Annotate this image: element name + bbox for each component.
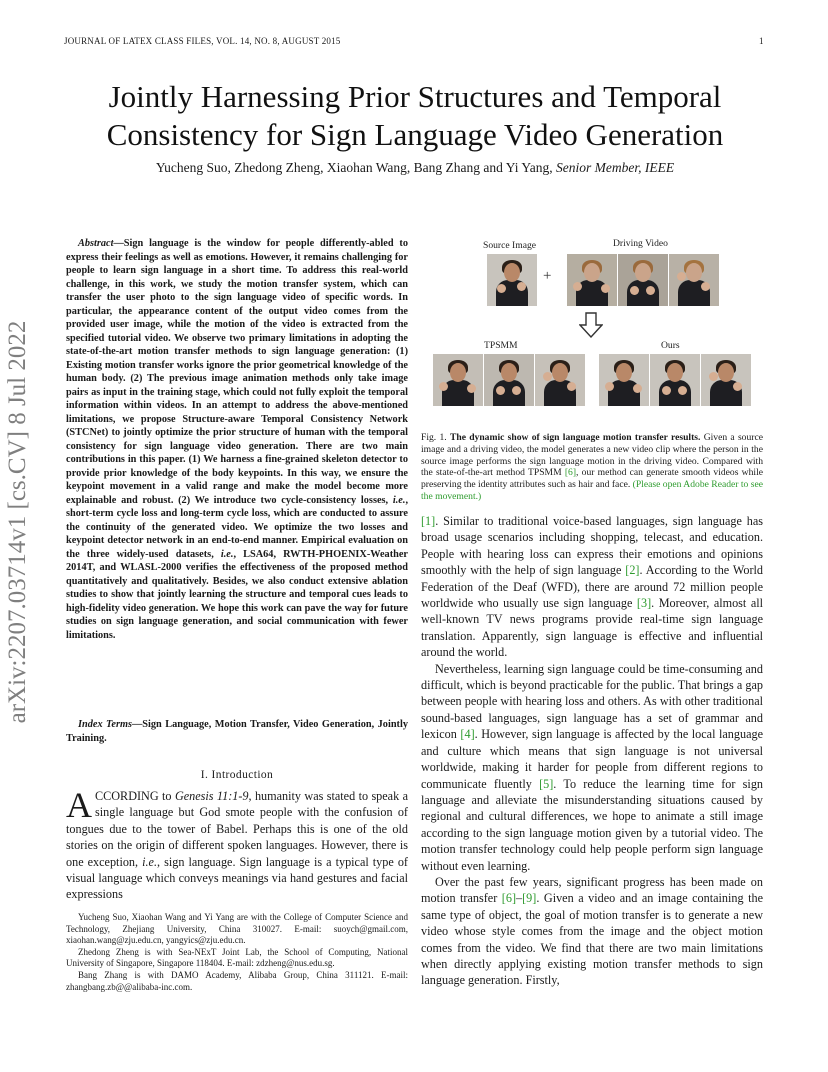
- page-number: 1: [759, 36, 764, 46]
- abstract: [66, 237, 408, 642]
- title-line-1: Jointly Harnessing Prior Structures and Temporal: [108, 79, 722, 114]
- title-line-2: Consistency for Sign Language Video Generation: [106, 117, 724, 152]
- paragraph-2: [421, 661, 763, 874]
- index-terms-text: —Sign Language, Motion Transfer, Video Generation, Jointly Training.: [66, 719, 408, 744]
- intro-text-a: CCORDING to: [95, 789, 175, 803]
- intro-text-b: , humanity was stated to speak a single language but God smote people with the confusion of tongues due to the tower of Babel. Perhaps this is one of the old stories on the origin of different spoken languages. However, there is one exception,: [66, 789, 408, 869]
- section-heading: I. Introduction: [200, 769, 274, 781]
- ours-frame-3: [701, 354, 751, 406]
- caption-text-b: , our method can generate smooth videos while preserving the identity attributes such as hair and face.: [421, 467, 763, 491]
- citation-link[interactable]: [6]: [564, 467, 577, 479]
- citation-link[interactable]: [4]: [460, 727, 475, 742]
- ours-frame-2: [650, 354, 700, 406]
- p3-text-b: . Given a video and an image containing the same type of object, the goal of motion transfer is to generate a new video whose style comes from the image and the object motion comes from the video. We find that there are two main limitations when directly applying existing motion transfer methods to sign language generation. Firstly,: [421, 891, 763, 988]
- driving-frame-1: [567, 254, 617, 306]
- footnotes: [66, 912, 408, 993]
- driving-frame-2: [618, 254, 668, 306]
- tpsmm-frame-2: [484, 354, 534, 406]
- p3-text-a: Over the past few years, significant progress has been made on motion transfer: [421, 874, 763, 906]
- citation-link[interactable]: [2]: [625, 563, 640, 578]
- figure-1: [427, 234, 763, 428]
- citation-link[interactable]: [5]: [539, 776, 554, 791]
- arxiv-stamp-text: arXiv:2207.03714v1 [cs.CV] 8 Jul 2022: [4, 320, 31, 724]
- label-tpsmm: TPSMM: [484, 340, 518, 351]
- index-terms-lead: Index Terms: [78, 719, 132, 730]
- author-list: [40, 160, 790, 176]
- source-image-thumb: [487, 254, 537, 306]
- arxiv-stamp: [0, 320, 38, 724]
- ours-frame-1: [599, 354, 649, 406]
- citation-link[interactable]: [1]: [421, 514, 436, 528]
- right-column-body: [421, 513, 763, 989]
- caption-title: The dynamic show of sign language motion transfer results.: [449, 432, 701, 443]
- abstract-part-3: , LSA64, RWTH-PHOENIX-Weather 2014T, and WLASL-2000 verifies the effectiveness of the proposed method quantitatively and qualitatively. Besides, we also conduct extensive ablation studies to show that jointly learning the structure and temporal cues leads to high-fidelity video generation. We hope this work can pave the way for future studies on sign language generation, and social communication with fewer limitations.: [66, 548, 409, 641]
- figure-caption: [421, 432, 763, 503]
- index-terms: [66, 718, 408, 745]
- tpsmm-frame-1: [433, 354, 483, 406]
- footnote-3: Bang Zhang is with DAMO Academy, Alibaba Group, China 311121. E-mail: zhangbang.zb@@alibaba-inc.com.: [66, 969, 408, 992]
- author-role: Senior Member, IEEE: [556, 160, 675, 175]
- paper-title: [40, 78, 790, 154]
- abstract-ie-1: i.e.: [392, 494, 406, 506]
- citation-link[interactable]: [6]: [501, 891, 517, 906]
- label-driving-video: Driving Video: [613, 238, 668, 249]
- down-arrow-icon: [579, 312, 603, 338]
- caption-text-a: Given a source image and a driving video, the model generates a new video clip where the person in the source image performs the sign language motion in the driving video. Compared with the state-of-the-art method TPSMM: [421, 432, 763, 479]
- tpsmm-frame-3: [535, 354, 585, 406]
- footnote-1: Yucheng Suo, Xiaohan Wang and Yi Yang are with the College of Computer Science and Technology, Zhejiang University, China 310027. E-mail: suoych@gmail.com, xiaohan.wang@zju.edu.cn, yangyics@zju.edu.cn.: [66, 912, 408, 946]
- intro-text-c: , sign language. Sign language is a typical type of visual language which conveys meanings via hand gestures and facial expressions: [66, 854, 408, 902]
- intro-paragraph: [66, 785, 408, 903]
- citation-link[interactable]: [3]: [636, 596, 652, 611]
- intro-reference: Genesis 11:1-9: [174, 789, 249, 803]
- p2-text-c: . To reduce the learning time for sign language and alleviate the misunderstanding situations caused by regional and cultural differences, we hope to animate a still image according to the sign language motion given by a tutorial video. The motion transfer technology could help people perform sign language without even learning.: [421, 776, 764, 873]
- plus-sign: +: [543, 268, 552, 284]
- running-header: JOURNAL OF LATEX CLASS FILES, VOL. 14, NO. 8, AUGUST 2015: [64, 36, 341, 46]
- author-names: Yucheng Suo, Zhedong Zheng, Xiaohan Wang, Bang Zhang and Yi Yang,: [155, 160, 553, 175]
- paragraph-1: [421, 513, 763, 661]
- p2-text-a: Nevertheless, learning sign language could be time-consuming and difficult, which is beyond practicable for the public. That brings a gap between people with hearing loss and others. As with other traditional sound-based languages, sign language has a set of grammar and lexicon: [421, 661, 763, 742]
- abstract-part-1: —Sign language is the window for people differently-abled to express their feelings as well as emotions. However, it remains challenging for people to learn sign language in a short time. To address this real-world challenge, in this work, we study the motion transfer system, which can transfer the user photo to the sign language video of specific words. In particular, the appearance content of the output video comes from the provided user image, while the motion of the video is extracted from the specified tutorial video. We observe two primary limitations in adopting the state-of-the-art motion transfer methods to sign language generation: (1) Existing motion transfer works ignore the prior geometrical knowledge of the human body. (2) The previous image animation methods only take image pairs as input in the training stage, which could not fully exploit the temporal information within videos. In an attempt to address the above-mentioned limitations, we propose Structure-aware Temporal Consistency Network (STCNet) to jointly optimize the prior structure of human with the temporal consistency for sign language video generation. There are two main contributions in this paper. (1) We harness a fine-grained skeleton detector to provide prior knowledge of the body keypoints. In this way, we ensure the keypoint movement in a valid range and make the model become more explainable and robust. (2) We introduce two cycle-consistency losses,: [66, 238, 408, 506]
- p1-text-a: . Similar to traditional voice-based languages, sign language has broad usage scenarios including shopping, telecast, and education. People with hearing loss can express their emotions and opinions smoothly with the help of sign language: [421, 514, 763, 578]
- p1-text-b: . According to the World Federation of the Deaf (WFD), there are around 72 million people worldwide who usually use sign language: [421, 563, 763, 611]
- caption-note: (Please open Adobe Reader to see the movement.): [421, 479, 763, 502]
- abstract-part-2: , short-term cycle loss and long-term cycle loss, which are conducted to assure the continuity of the generated video. We optimize the two losses and keypoint detector network in an end-to-end manner. Empirical evaluation on the three widely-used datasets,: [66, 494, 409, 560]
- abstract-lead: Abstract: [78, 238, 114, 249]
- driving-frame-3: [669, 254, 719, 306]
- paragraph-3: [421, 874, 763, 989]
- citation-link[interactable]: [9]: [522, 891, 537, 906]
- label-source-image: Source Image: [483, 240, 537, 251]
- label-ours: Ours: [661, 340, 680, 351]
- drop-cap: A: [66, 785, 92, 825]
- caption-number: Fig. 1.: [421, 432, 447, 443]
- footnote-2: Zhedong Zheng is with Sea-NExT Joint Lab, the School of Computing, National University of Singapore, Singapore 118404. E-mail: zdzheng@nus.edu.sg.: [66, 946, 408, 969]
- p2-text-b: . However, sign language is affected by the local language and culture which means that sign language is not universal worldwide, making it harder for people from different regions to communicate fluently: [421, 727, 763, 791]
- p1-text-c: . Moreover, almost all well-known TV news programs provide real-time sign language translation. Apparently, sign language is effective and influential around the world.: [421, 596, 764, 660]
- p3-dash: –: [516, 891, 523, 906]
- abstract-ie-2: i.e.: [220, 548, 234, 560]
- intro-ie: i.e.: [142, 854, 157, 869]
